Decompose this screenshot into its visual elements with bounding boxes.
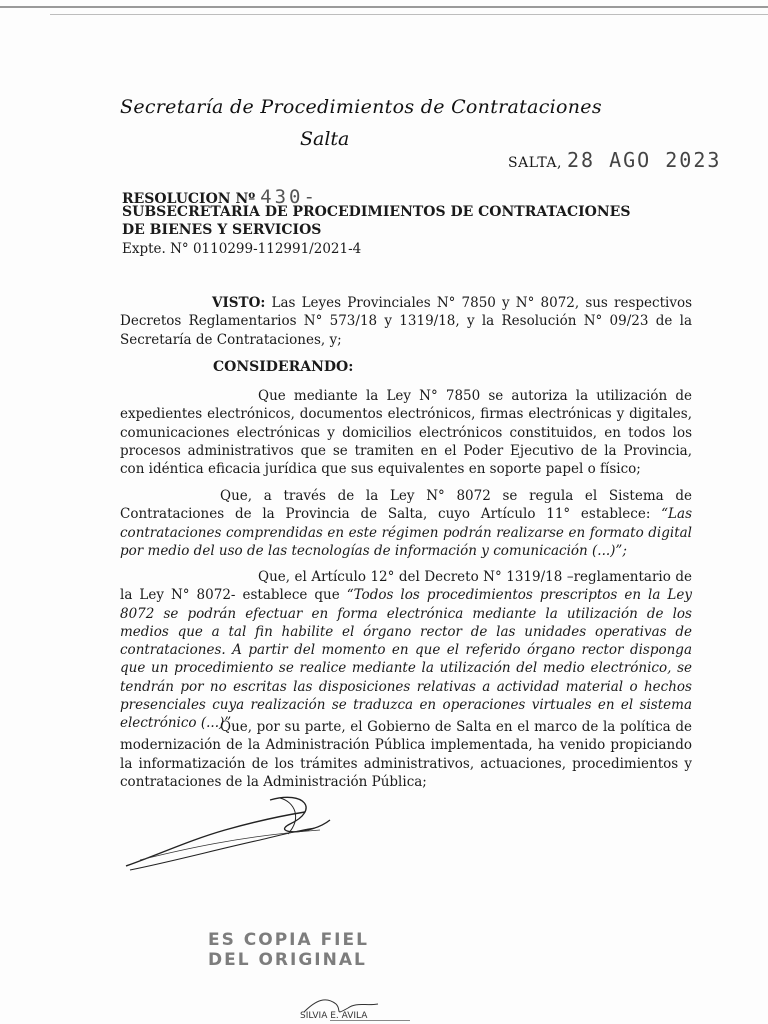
paragraph-gobierno-salta-text: Que, por su parte, el Gobierno de Salta en el marco de la política de modernización de la Administración Pública implementada, ha venido propiciando la informatización de los trámites administrativos, actuaciones, procedimientos y contrataciones de la Administración Pública; <box>120 719 692 790</box>
stamp-line2: DEL ORIGINAL <box>208 950 367 970</box>
visto-label: VISTO: <box>212 295 266 311</box>
resolution-label: RESOLUCION Nº <box>122 191 256 207</box>
paragraph-ley-8072-quote: “Las contrataciones comprendidas en este régimen podrán realizarse en formato digital por medio del uso de las tecnologías de información y comunicación (...)”; <box>120 506 692 559</box>
handwritten-signature <box>120 790 350 880</box>
paragraph-gobierno-salta <box>120 718 692 791</box>
paragraph-decreto-1319 <box>120 568 692 733</box>
paragraph-decreto-1319-quote: “Todos los procedimientos prescriptos en la Ley 8072 se podrán efectuar en forma electrónica mediante la utilización de los medios que a tal fin habilite el órgano rector de las unidades operativas de contrataciones. A partir del momento en que el referido órgano rector disponga que un procedimiento se realice mediante la utilización del medio electrónico, se tendrán por no escritas las disposiciones relativas a actividad material o hechos presenciales cuya realización se traduzca en operaciones virtuales en el sistema electrónico (...)”. <box>120 587 692 732</box>
paragraph-ley-7850 <box>120 387 692 478</box>
subsecretaria-line2: DE BIENES Y SERVICIOS <box>122 222 322 238</box>
paragraph-ley-8072 <box>120 487 692 560</box>
scan-edge-line <box>0 6 768 8</box>
date-city: SALTA, <box>508 155 562 171</box>
stamp-signature <box>296 990 386 1020</box>
paragraph-decreto-1319-intro: Que, el Artículo 12° del Decreto N° 1319/18 –reglamentario de la Ley N° 8072- establece que <box>120 569 692 604</box>
certified-copy-stamp <box>208 930 369 970</box>
expediente-number: Expte. N° 0110299-112991/2021-4 <box>122 241 362 257</box>
visto-text: Las Leyes Provinciales N° 7850 y N° 8072, sus respectivos Decretos Reglamentarios N° 573/18 y 1319/18, y la Resolución N° 09/23 de la Secretaría de Contrataciones, y; <box>120 295 692 348</box>
letterhead-title: Secretaría de Procedimientos de Contrataciones <box>120 96 602 118</box>
stamp-line1: ES COPIA FIEL <box>208 930 369 950</box>
document-date <box>508 148 721 172</box>
scan-edge-line-secondary <box>50 14 768 15</box>
date-stamp: 28 AGO 2023 <box>566 148 722 172</box>
resolution-number: 430- <box>260 186 318 208</box>
letterhead-city: Salta <box>300 128 350 150</box>
stamp-signature-name: SILVIA E. AVILA <box>300 1011 368 1020</box>
paragraph-ley-7850-text: Que mediante la Ley N° 7850 se autoriza la utilización de expedientes electrónicos, documentos electrónicos, firmas electrónicas y digitales, comunicaciones electrónicas y domicilios electrónicos constituidos, en todos los procesos administrativos que se tramiten en el Poder Ejecutivo de la Provincia, con idéntica eficacia jurídica que sus equivalentes en soporte papel o físico; <box>120 388 692 478</box>
signature-line <box>330 1020 410 1021</box>
paragraph-ley-8072-intro: Que, a través de la Ley N° 8072 se regula el Sistema de Contrataciones de la Provincia de Salta, cuyo Artículo 11° establece: <box>120 488 692 523</box>
considerando-heading: CONSIDERANDO: <box>213 359 354 375</box>
subsecretaria-line1: SUBSECRETARIA DE PROCEDIMIENTOS DE CONTRATACIONES <box>122 204 631 220</box>
visto-paragraph <box>120 294 692 349</box>
